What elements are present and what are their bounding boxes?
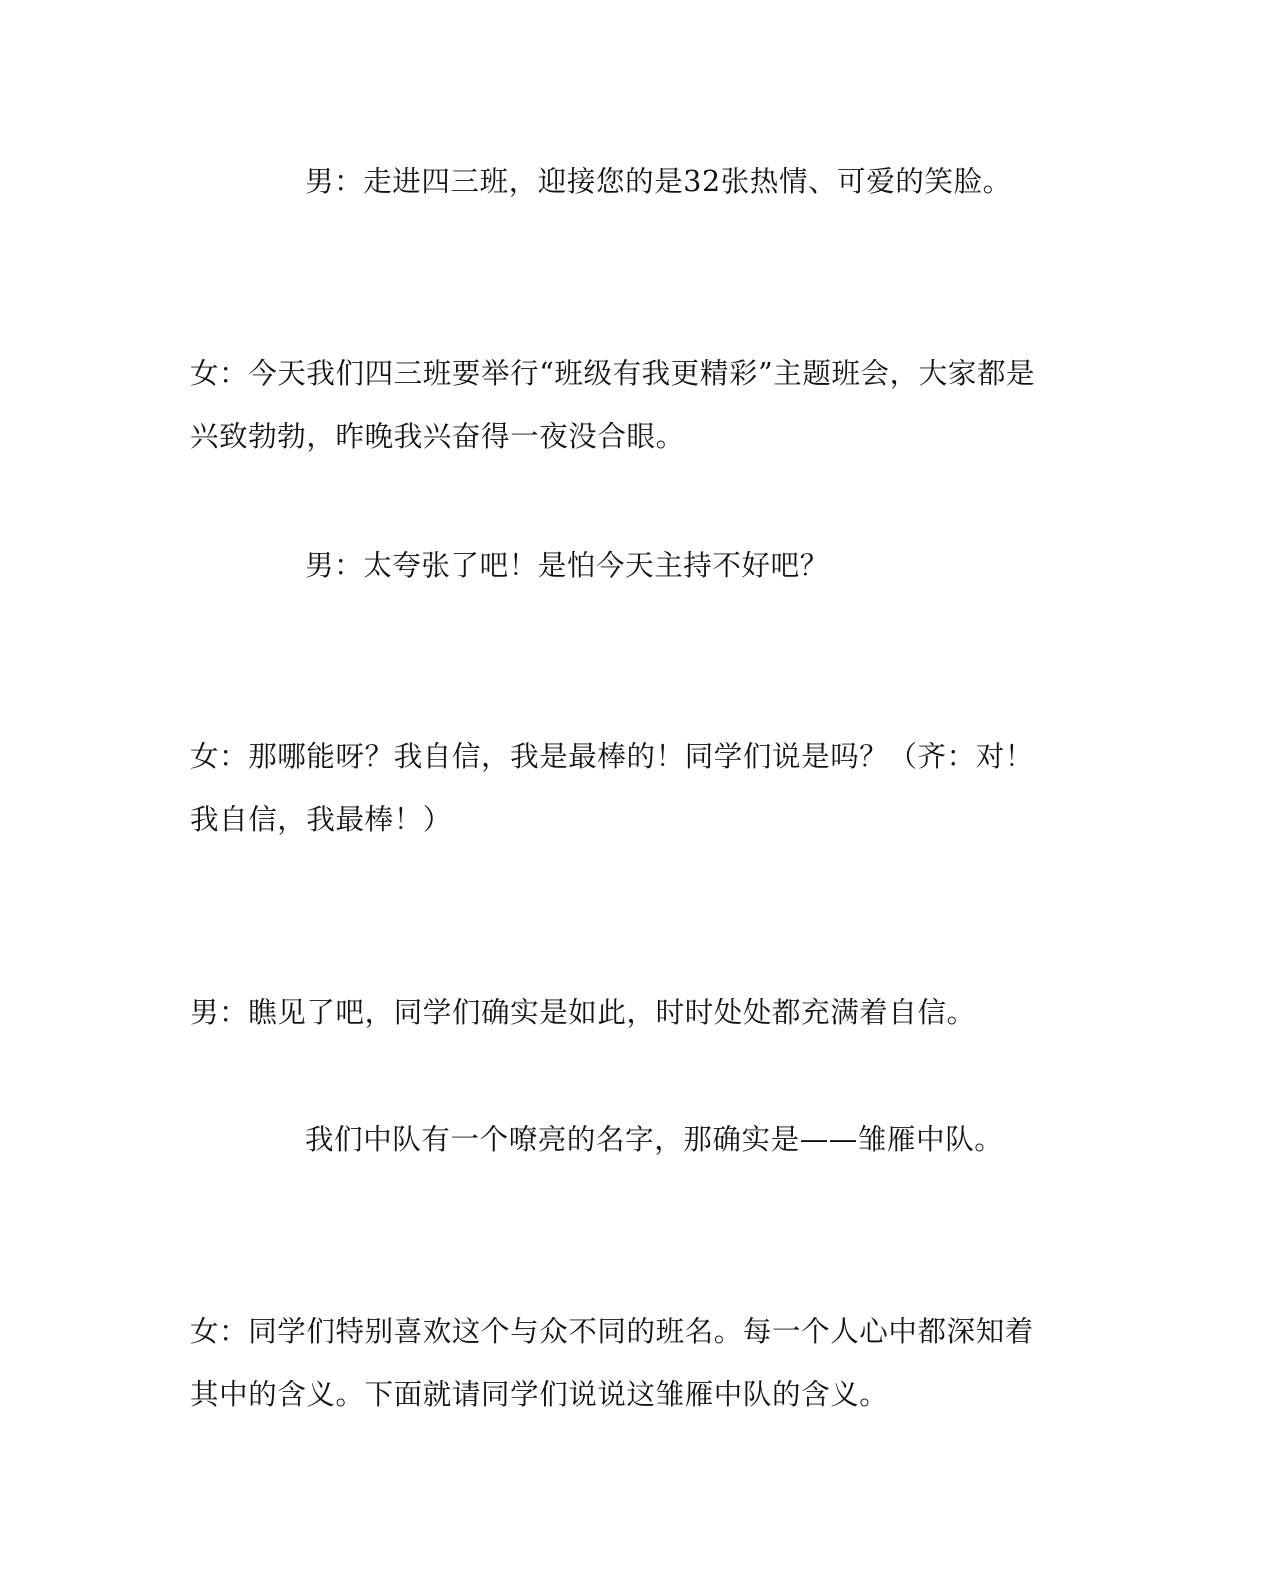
paragraph-male-3-continued: 我们中队有一个嘹亮的名字，那确实是——雏雁中队。 bbox=[305, 1123, 1004, 1156]
paragraph-female-2: 女：那哪能呀？我自信，我是最棒的！同学们说是吗？（齐：对！我自信，我最棒！） bbox=[190, 740, 1034, 836]
paragraph-female-3: 女：同学们特别喜欢这个与众不同的班名。每一个人心中都深知着其中的含义。下面就请同学们说说这雏雁中队的含义。 bbox=[190, 1315, 1034, 1411]
paragraph-male-1: 男：走进四三班，迎接您的是32张热情、可爱的笑脸。 bbox=[305, 165, 1012, 198]
paragraph-male-2: 男：太夸张了吧！是怕今天主持不好吧？ bbox=[305, 549, 829, 582]
paragraph-female-1: 女：今天我们四三班要举行“班级有我更精彩”主题班会，大家都是兴致勃勃，昨晚我兴奋得一夜没合眼。 bbox=[190, 357, 1036, 453]
paragraph-male-3: 男：瞧见了吧，同学们确实是如此，时时处处都充满着自信。 bbox=[190, 996, 976, 1029]
